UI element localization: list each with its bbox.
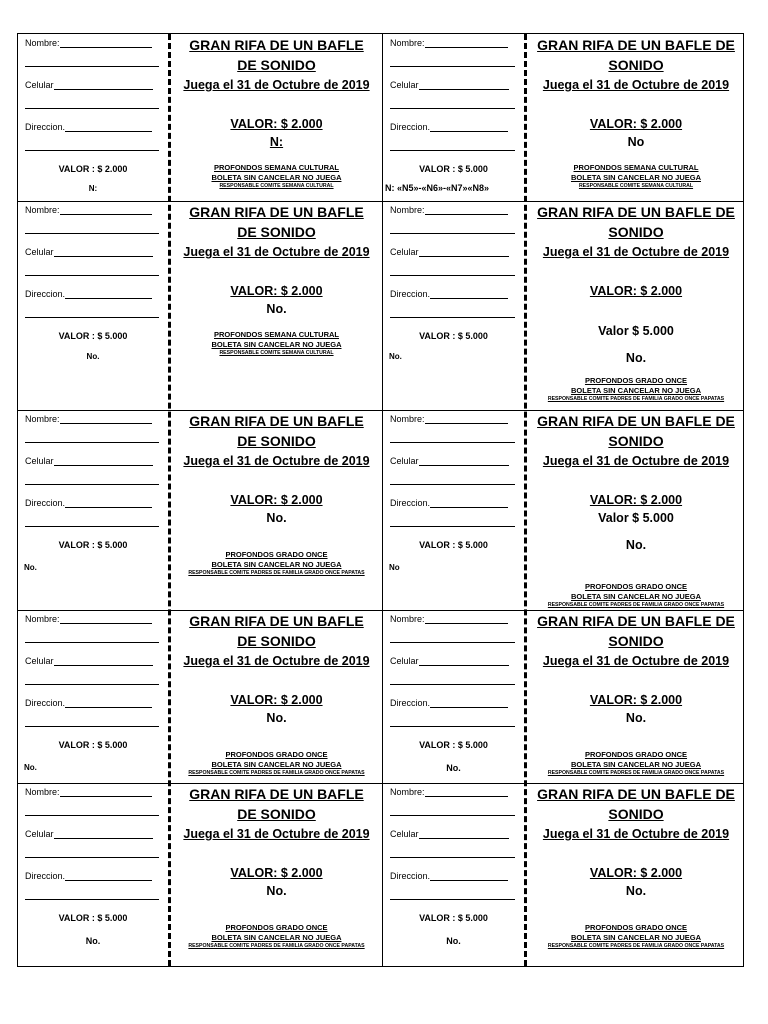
celular-field-underline[interactable]: [419, 455, 509, 466]
ticket-number: No.: [266, 711, 287, 725]
nombre-field-second-line[interactable]: [390, 233, 515, 234]
responsible-committee: RESPONSABLE COMITE SEMANA CULTURAL: [578, 183, 694, 189]
ticket-number: N:: [269, 135, 284, 149]
nombre-field-underline[interactable]: [425, 786, 508, 797]
ticket-main: [171, 410, 382, 610]
unpaid-notice: BOLETA SIN CANCELAR NO JUEGA: [570, 386, 701, 395]
unpaid-notice: BOLETA SIN CANCELAR NO JUEGA: [570, 760, 701, 769]
ticket-price: VALOR: $ 2.000: [589, 284, 683, 298]
direccion-field-underline[interactable]: [430, 870, 508, 881]
ticket-title-line2: DE SONIDO: [237, 633, 316, 649]
direccion-field-second-line[interactable]: [25, 317, 159, 318]
ticket-price: VALOR: $ 2.000: [230, 493, 323, 507]
ticket-price: VALOR: $ 2.000: [230, 117, 323, 131]
nombre-field-underline[interactable]: [60, 613, 152, 624]
direccion-field-label: [25, 697, 152, 708]
celular-field-label: [25, 246, 153, 257]
celular-field-second-line[interactable]: [390, 108, 515, 109]
ticket-number: No.: [266, 884, 287, 898]
ticket-main: [171, 34, 382, 201]
ticket-title: GRAN RIFA DE UN BAFLE: [189, 786, 364, 802]
ticket-price: VALOR: $ 2.000: [230, 284, 323, 298]
direccion-field-second-line[interactable]: [25, 726, 159, 727]
ticket-main: [527, 783, 745, 968]
fund-purpose: PROFONDOS GRADO ONCE: [584, 750, 688, 759]
responsible-committee: RESPONSABLE COMITE SEMANA CULTURAL: [219, 350, 334, 356]
nombre-field-second-line[interactable]: [25, 642, 159, 643]
celular-field-caption: Celular: [25, 80, 54, 90]
direccion-field-underline[interactable]: [65, 697, 152, 708]
celular-field-second-line[interactable]: [25, 684, 159, 685]
direccion-field-label: [390, 497, 508, 508]
ticket-title-line2: DE SONIDO: [237, 57, 316, 73]
draw-date: Juega el 31 de Octubre de 2019: [183, 245, 370, 259]
fund-purpose: PROFONDOS GRADO ONCE: [225, 550, 328, 559]
nombre-field-label: [25, 204, 152, 215]
ticket-stub: [383, 201, 524, 410]
fund-purpose: PROFONDOS GRADO ONCE: [584, 582, 688, 591]
ticket-title-line2: DE SONIDO: [237, 224, 316, 240]
ticket-title: GRAN RIFA DE UN BAFLE: [189, 37, 364, 53]
unpaid-notice: BOLETA SIN CANCELAR NO JUEGA: [570, 592, 701, 601]
responsible-committee: RESPONSABLE COMITE PADRES DE FAMILIA GRADO ONCE PAPATAS: [188, 770, 365, 776]
ticket-stub: [383, 783, 524, 968]
direccion-field-label: [390, 288, 508, 299]
fund-purpose: PROFONDOS SEMANA CULTURAL: [573, 163, 699, 172]
nombre-field-underline[interactable]: [425, 204, 508, 215]
fund-purpose: PROFONDOS GRADO ONCE: [225, 750, 328, 759]
stub-valor: VALOR : $ 5.000: [419, 913, 488, 923]
draw-date: Juega el 31 de Octubre de 2019: [542, 654, 730, 668]
direccion-field-underline[interactable]: [65, 870, 152, 881]
ticket-title-line2: SONIDO: [608, 633, 664, 649]
direccion-field-caption: Direccion.: [25, 289, 66, 299]
fund-purpose: PROFONDOS SEMANA CULTURAL: [214, 163, 339, 172]
ticket-title: GRAN RIFA DE UN BAFLE DE: [537, 786, 735, 802]
direccion-field-second-line[interactable]: [25, 899, 159, 900]
celular-field-caption: Celular: [390, 456, 419, 466]
nombre-field-underline[interactable]: [60, 204, 152, 215]
celular-field-caption: Celular: [390, 829, 419, 839]
ticket-stub: [383, 34, 524, 201]
celular-field-label: [25, 79, 153, 90]
nombre-field-second-line[interactable]: [390, 815, 515, 816]
responsible-committee: RESPONSABLE COMITE PADRES DE FAMILIA GRADO ONCE PAPATAS: [547, 602, 725, 608]
nombre-field-label: [390, 37, 508, 48]
unpaid-notice: BOLETA SIN CANCELAR NO JUEGA: [570, 173, 701, 182]
celular-field-second-line[interactable]: [25, 108, 159, 109]
direccion-field-underline[interactable]: [65, 121, 152, 132]
celular-field-caption: Celular: [25, 456, 54, 466]
ticket-main: [527, 410, 745, 610]
celular-field-caption: Celular: [390, 656, 419, 666]
stub-ticket-number: No.: [446, 763, 461, 773]
draw-date: Juega el 31 de Octubre de 2019: [542, 454, 730, 468]
stub-ticket-number: No.: [85, 936, 101, 946]
direccion-field-label: [25, 121, 152, 132]
direccion-field-underline[interactable]: [430, 288, 508, 299]
draw-date: Juega el 31 de Octubre de 2019: [542, 245, 730, 259]
direccion-field-caption: Direccion.: [25, 698, 66, 708]
nombre-field-underline[interactable]: [425, 613, 508, 624]
nombre-field-label: [25, 613, 152, 624]
stub-valor: VALOR : $ 2.000: [58, 164, 128, 174]
stub-ticket-number: N:: [88, 184, 98, 193]
nombre-field-second-line[interactable]: [25, 442, 159, 443]
ticket-stub: [18, 410, 168, 610]
ticket-main: [171, 783, 382, 968]
draw-date: Juega el 31 de Octubre de 2019: [183, 454, 370, 468]
direccion-field-second-line[interactable]: [25, 526, 159, 527]
responsible-committee: RESPONSABLE COMITE PADRES DE FAMILIA GRADO ONCE PAPATAS: [188, 570, 365, 576]
responsible-committee: RESPONSABLE COMITE PADRES DE FAMILIA GRADO ONCE PAPATAS: [547, 770, 725, 776]
direccion-field-label: [390, 121, 508, 132]
ticket-title-line2: SONIDO: [608, 224, 664, 240]
fund-purpose: PROFONDOS GRADO ONCE: [584, 376, 688, 385]
ticket-title: GRAN RIFA DE UN BAFLE DE: [537, 204, 735, 220]
celular-field-underline[interactable]: [419, 828, 509, 839]
ticket-price: VALOR: $ 2.000: [230, 866, 323, 880]
direccion-field-second-line[interactable]: [390, 150, 515, 151]
celular-field-underline[interactable]: [54, 79, 153, 90]
celular-field-label: [390, 828, 509, 839]
stub-ticket-number: No.: [86, 352, 100, 361]
nombre-field-underline[interactable]: [425, 413, 508, 424]
celular-field-caption: Celular: [25, 247, 54, 257]
nombre-field-caption: Nombre:: [390, 205, 425, 215]
ticket-main: [527, 34, 745, 201]
celular-field-second-line[interactable]: [25, 484, 159, 485]
stub-ticket-number: No.: [24, 763, 37, 772]
ticket-stub: [18, 201, 168, 410]
unpaid-notice: BOLETA SIN CANCELAR NO JUEGA: [211, 173, 342, 182]
direccion-field-underline[interactable]: [65, 288, 152, 299]
responsible-committee: RESPONSABLE COMITE PADRES DE FAMILIA GRADO ONCE PAPATAS: [188, 943, 365, 949]
unpaid-notice: BOLETA SIN CANCELAR NO JUEGA: [211, 560, 342, 569]
nombre-field-second-line[interactable]: [25, 66, 159, 67]
ticket-extra-price: Valor $ 5.000: [598, 324, 674, 338]
direccion-field-label: [25, 288, 152, 299]
nombre-field-underline[interactable]: [60, 413, 152, 424]
celular-field-underline[interactable]: [54, 246, 153, 257]
nombre-field-second-line[interactable]: [390, 642, 515, 643]
nombre-field-caption: Nombre:: [25, 38, 60, 48]
stub-ticket-number: No: [389, 563, 400, 572]
direccion-field-second-line[interactable]: [390, 726, 515, 727]
celular-field-underline[interactable]: [54, 455, 153, 466]
nombre-field-underline[interactable]: [60, 37, 152, 48]
celular-field-second-line[interactable]: [390, 857, 515, 858]
ticket-number: No: [627, 135, 645, 149]
ticket-title: GRAN RIFA DE UN BAFLE DE: [537, 37, 735, 53]
celular-field-caption: Celular: [390, 247, 419, 257]
direccion-field-caption: Direccion.: [390, 871, 431, 881]
draw-date: Juega el 31 de Octubre de 2019: [542, 78, 730, 92]
celular-field-second-line[interactable]: [390, 484, 515, 485]
direccion-field-underline[interactable]: [430, 697, 508, 708]
ticket-number: No.: [266, 511, 287, 525]
direccion-field-caption: Direccion.: [390, 498, 431, 508]
ticket-main: [527, 201, 745, 410]
ticket-title-line2: SONIDO: [608, 433, 664, 449]
celular-field-caption: Celular: [25, 829, 54, 839]
ticket-title: GRAN RIFA DE UN BAFLE: [189, 204, 364, 220]
celular-field-underline[interactable]: [419, 79, 509, 90]
stub-valor: VALOR : $ 5.000: [58, 331, 128, 341]
direccion-field-caption: Direccion.: [390, 289, 431, 299]
draw-date: Juega el 31 de Octubre de 2019: [183, 78, 370, 92]
direccion-field-second-line[interactable]: [390, 899, 515, 900]
raffle-ticket-sheet: [17, 33, 744, 967]
ticket-title: GRAN RIFA DE UN BAFLE DE: [537, 413, 735, 429]
nombre-field-caption: Nombre:: [25, 205, 60, 215]
nombre-field-caption: Nombre:: [390, 787, 425, 797]
celular-field-label: [25, 455, 153, 466]
celular-field-label: [390, 246, 509, 257]
ticket-main: [527, 610, 745, 783]
stub-valor: VALOR : $ 5.000: [419, 164, 488, 174]
direccion-field-underline[interactable]: [430, 497, 508, 508]
direccion-field-label: [390, 870, 508, 881]
nombre-field-caption: Nombre:: [390, 614, 425, 624]
celular-field-label: [25, 828, 153, 839]
draw-date: Juega el 31 de Octubre de 2019: [542, 827, 730, 841]
nombre-field-second-line[interactable]: [390, 442, 515, 443]
fund-purpose: PROFONDOS SEMANA CULTURAL: [214, 330, 339, 339]
celular-field-label: [390, 79, 509, 90]
stub-ticket-number: No.: [389, 352, 402, 361]
direccion-field-caption: Direccion.: [25, 122, 66, 132]
ticket-main: [171, 201, 382, 410]
ticket-number: No.: [266, 302, 287, 316]
nombre-field-underline[interactable]: [425, 37, 508, 48]
nombre-field-label: [390, 413, 508, 424]
nombre-field-label: [390, 613, 508, 624]
celular-field-second-line[interactable]: [390, 275, 515, 276]
ticket-price: VALOR: $ 2.000: [589, 693, 683, 707]
celular-field-label: [25, 655, 153, 666]
unpaid-notice: BOLETA SIN CANCELAR NO JUEGA: [211, 760, 342, 769]
direccion-field-caption: Direccion.: [25, 498, 66, 508]
celular-field-second-line[interactable]: [25, 857, 159, 858]
nombre-field-label: [25, 413, 152, 424]
stub-valor: VALOR : $ 5.000: [58, 540, 128, 550]
ticket-title-line2: DE SONIDO: [237, 806, 316, 822]
nombre-field-second-line[interactable]: [25, 233, 159, 234]
celular-field-second-line[interactable]: [390, 684, 515, 685]
ticket-number: No.: [625, 351, 647, 365]
direccion-field-second-line[interactable]: [25, 150, 159, 151]
unpaid-notice: BOLETA SIN CANCELAR NO JUEGA: [211, 340, 342, 349]
celular-field-underline[interactable]: [419, 246, 509, 257]
celular-field-label: [390, 655, 509, 666]
direccion-field-caption: Direccion.: [390, 122, 431, 132]
nombre-field-label: [25, 786, 152, 797]
ticket-price: VALOR: $ 2.000: [230, 693, 323, 707]
nombre-field-second-line[interactable]: [25, 815, 159, 816]
nombre-field-second-line[interactable]: [390, 66, 515, 67]
direccion-field-second-line[interactable]: [390, 317, 515, 318]
nombre-field-label: [390, 786, 508, 797]
stub-ticket-number: No.: [24, 563, 37, 572]
draw-date: Juega el 31 de Octubre de 2019: [183, 827, 370, 841]
unpaid-notice: BOLETA SIN CANCELAR NO JUEGA: [570, 933, 701, 942]
stub-valor: VALOR : $ 5.000: [58, 740, 128, 750]
direccion-field-caption: Direccion.: [25, 871, 66, 881]
unpaid-notice: BOLETA SIN CANCELAR NO JUEGA: [211, 933, 342, 942]
ticket-extra-price: Valor $ 5.000: [598, 511, 674, 525]
ticket-title: GRAN RIFA DE UN BAFLE: [189, 413, 364, 429]
ticket-title-line2: SONIDO: [608, 806, 664, 822]
nombre-field-caption: Nombre:: [25, 414, 60, 424]
responsible-committee: RESPONSABLE COMITE SEMANA CULTURAL: [219, 183, 334, 189]
ticket-stub: [18, 610, 168, 783]
ticket-title-line2: SONIDO: [608, 57, 664, 73]
ticket-title-line2: DE SONIDO: [237, 433, 316, 449]
celular-field-second-line[interactable]: [25, 275, 159, 276]
celular-field-underline[interactable]: [54, 828, 153, 839]
direccion-field-underline[interactable]: [430, 121, 508, 132]
celular-field-underline[interactable]: [419, 655, 509, 666]
direccion-field-caption: Direccion.: [390, 698, 431, 708]
ticket-price: VALOR: $ 2.000: [589, 866, 683, 880]
ticket-title: GRAN RIFA DE UN BAFLE DE: [537, 613, 735, 629]
ticket-stub: [383, 410, 524, 610]
celular-field-caption: Celular: [390, 80, 419, 90]
ticket-number: No.: [625, 538, 647, 552]
ticket-main: [171, 610, 382, 783]
nombre-field-label: [390, 204, 508, 215]
nombre-field-underline[interactable]: [60, 786, 152, 797]
ticket-price: VALOR: $ 2.000: [589, 117, 683, 131]
ticket-number: No.: [625, 884, 647, 898]
stub-valor: VALOR : $ 5.000: [419, 331, 488, 341]
stub-valor: VALOR : $ 5.000: [419, 540, 488, 550]
ticket-title: GRAN RIFA DE UN BAFLE: [189, 613, 364, 629]
celular-field-caption: Celular: [25, 656, 54, 666]
nombre-field-caption: Nombre:: [390, 414, 425, 424]
fund-purpose: PROFONDOS GRADO ONCE: [584, 923, 688, 932]
direccion-field-underline[interactable]: [65, 497, 152, 508]
nombre-field-caption: Nombre:: [390, 38, 425, 48]
direccion-field-label: [390, 697, 508, 708]
draw-date: Juega el 31 de Octubre de 2019: [183, 654, 370, 668]
nombre-field-label: [25, 37, 152, 48]
ticket-number: No.: [625, 711, 647, 725]
celular-field-underline[interactable]: [54, 655, 153, 666]
ticket-stub: [18, 783, 168, 968]
responsible-committee: RESPONSABLE COMITE PADRES DE FAMILIA GRADO ONCE PAPATAS: [547, 396, 725, 402]
direccion-field-second-line[interactable]: [390, 526, 515, 527]
direccion-field-label: [25, 497, 152, 508]
stub-valor: VALOR : $ 5.000: [419, 740, 488, 750]
nombre-field-caption: Nombre:: [25, 614, 60, 624]
celular-field-label: [390, 455, 509, 466]
direccion-field-label: [25, 870, 152, 881]
stub-ticket-number: N: «N5»-«N6»-«N7»«N8»: [385, 183, 490, 193]
ticket-stub: [18, 34, 168, 201]
ticket-stub: [383, 610, 524, 783]
nombre-field-caption: Nombre:: [25, 787, 60, 797]
fund-purpose: PROFONDOS GRADO ONCE: [225, 923, 328, 932]
stub-valor: VALOR : $ 5.000: [58, 913, 128, 923]
stub-ticket-number: No.: [446, 936, 461, 946]
ticket-price: VALOR: $ 2.000: [589, 493, 683, 507]
responsible-committee: RESPONSABLE COMITE PADRES DE FAMILIA GRADO ONCE PAPATAS: [547, 943, 725, 949]
